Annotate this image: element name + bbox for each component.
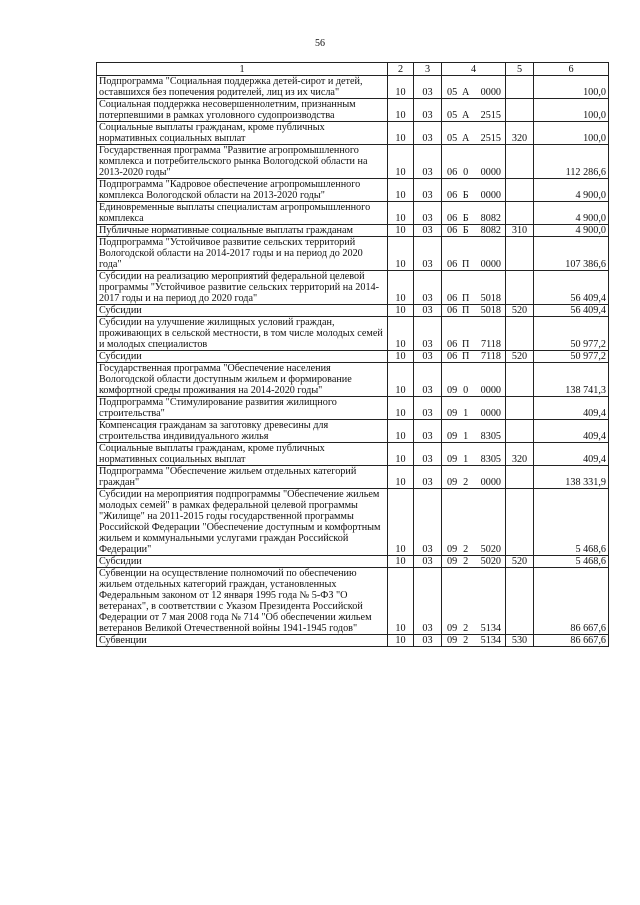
row-expense-type — [506, 202, 534, 225]
row-direction-code: 8305 — [480, 454, 501, 465]
row-subsection: 03 — [414, 363, 442, 397]
row-name: Единовременные выплаты специалистам агропромышленного комплекса — [97, 202, 388, 225]
row-section: 10 — [388, 179, 414, 202]
row-amount: 50 977,2 — [534, 351, 609, 363]
row-section: 10 — [388, 225, 414, 237]
row-subprogram-letter: 2 — [463, 556, 469, 567]
table-row — [97, 225, 609, 237]
row-subsection: 03 — [414, 271, 442, 305]
row-subsection: 03 — [414, 317, 442, 351]
row-direction-code: 2515 — [480, 110, 501, 121]
row-subsection: 03 — [414, 122, 442, 145]
row-expense-type — [506, 76, 534, 99]
row-subsection: 03 — [414, 225, 442, 237]
row-expense-type — [506, 271, 534, 305]
row-expense-type: 320 — [506, 122, 534, 145]
row-target-code — [442, 635, 506, 647]
row-name: Подпрограмма "Устойчивое развитие сельских территорий Вологодской области на 2014-2017 годы и на период до 2020 года" — [97, 237, 388, 271]
row-section: 10 — [388, 635, 414, 647]
row-program-code: 06 — [447, 293, 458, 304]
row-direction-code: 0000 — [480, 385, 501, 396]
row-name: Подпрограмма "Социальная поддержка детей-сирот и детей, оставшихся без попечения родителей, лиц из их числа" — [97, 76, 388, 99]
row-program-code: 05 — [447, 110, 458, 121]
row-expense-type: 320 — [506, 443, 534, 466]
row-amount: 5 468,6 — [534, 489, 609, 556]
row-amount: 56 409,4 — [534, 271, 609, 305]
table-row — [97, 443, 609, 466]
row-subsection: 03 — [414, 202, 442, 225]
row-subprogram-letter: 2 — [463, 544, 469, 555]
row-subprogram-letter: 1 — [463, 408, 469, 419]
row-expense-type: 310 — [506, 225, 534, 237]
row-subprogram-letter: А — [461, 110, 470, 121]
row-section: 10 — [388, 568, 414, 635]
row-subprogram-letter: Б — [462, 190, 469, 201]
table-row — [97, 635, 609, 647]
row-subsection: 03 — [414, 76, 442, 99]
row-target-code — [442, 202, 506, 225]
table-row — [97, 466, 609, 489]
row-target-code — [442, 225, 506, 237]
row-amount: 138 331,9 — [534, 466, 609, 489]
row-direction-code: 2515 — [480, 133, 501, 144]
row-subsection: 03 — [414, 179, 442, 202]
row-direction-code: 8082 — [480, 225, 501, 236]
row-expense-type — [506, 420, 534, 443]
table-row — [97, 489, 609, 556]
row-subprogram-letter: 2 — [463, 477, 469, 488]
row-target-code — [442, 145, 506, 179]
row-target-code — [442, 363, 506, 397]
row-section: 10 — [388, 317, 414, 351]
row-program-code: 06 — [447, 305, 458, 316]
row-expense-type: 520 — [506, 556, 534, 568]
table-body — [97, 76, 609, 647]
row-direction-code: 0000 — [480, 408, 501, 419]
row-target-code — [442, 99, 506, 122]
row-name: Субсидии — [97, 305, 388, 317]
row-name: Социальные выплаты гражданам, кроме публичных нормативных социальных выплат — [97, 443, 388, 466]
row-direction-code: 5020 — [480, 556, 501, 567]
row-amount: 100,0 — [534, 122, 609, 145]
row-subsection: 03 — [414, 489, 442, 556]
table-row — [97, 271, 609, 305]
row-program-code: 09 — [447, 556, 458, 567]
row-expense-type — [506, 397, 534, 420]
table-row — [97, 351, 609, 363]
table-row — [97, 556, 609, 568]
row-name: Государственная программа "Развитие агропромышленного комплекса и потребительского рынка Вологодской области на 2013-2020 годы" — [97, 145, 388, 179]
row-subprogram-letter: Б — [462, 213, 469, 224]
row-amount: 100,0 — [534, 76, 609, 99]
row-program-code: 09 — [447, 454, 458, 465]
row-expense-type — [506, 317, 534, 351]
row-subsection: 03 — [414, 556, 442, 568]
row-target-code — [442, 351, 506, 363]
row-program-code: 06 — [447, 351, 458, 362]
row-program-code: 06 — [447, 339, 458, 350]
row-target-code — [442, 466, 506, 489]
row-name: Субсидии — [97, 556, 388, 568]
row-section: 10 — [388, 556, 414, 568]
row-program-code: 09 — [447, 635, 458, 646]
row-name: Субсидии — [97, 351, 388, 363]
row-target-code — [442, 420, 506, 443]
row-subsection: 03 — [414, 635, 442, 647]
row-subsection: 03 — [414, 568, 442, 635]
row-section: 10 — [388, 420, 414, 443]
row-section: 10 — [388, 489, 414, 556]
row-target-code — [442, 489, 506, 556]
row-direction-code: 0000 — [480, 477, 501, 488]
row-target-code — [442, 271, 506, 305]
row-name: Подпрограмма "Кадровое обеспечение агропромышленного комплекса Вологодской области на 2013-2020 годы" — [97, 179, 388, 202]
row-amount: 138 741,3 — [534, 363, 609, 397]
table-row — [97, 179, 609, 202]
row-program-code: 09 — [447, 408, 458, 419]
row-subprogram-letter: 1 — [463, 431, 469, 442]
header-col-3: 3 — [414, 63, 442, 76]
row-expense-type — [506, 179, 534, 202]
row-amount: 100,0 — [534, 99, 609, 122]
row-section: 10 — [388, 202, 414, 225]
row-direction-code: 5020 — [480, 544, 501, 555]
table-row — [97, 76, 609, 99]
row-amount: 4 900,0 — [534, 202, 609, 225]
row-subprogram-letter: П — [461, 339, 470, 350]
row-amount: 86 667,6 — [534, 635, 609, 647]
row-subsection: 03 — [414, 466, 442, 489]
row-amount: 56 409,4 — [534, 305, 609, 317]
row-target-code — [442, 76, 506, 99]
page-number: 56 — [315, 38, 325, 49]
row-direction-code: 7118 — [481, 339, 501, 350]
table-row — [97, 122, 609, 145]
row-section: 10 — [388, 145, 414, 179]
row-amount: 50 977,2 — [534, 317, 609, 351]
header-col-2: 2 — [388, 63, 414, 76]
row-expense-type: 520 — [506, 351, 534, 363]
table-row — [97, 420, 609, 443]
row-program-code: 06 — [447, 225, 458, 236]
table-row — [97, 237, 609, 271]
row-direction-code: 8082 — [480, 213, 501, 224]
row-expense-type — [506, 568, 534, 635]
row-expense-type — [506, 466, 534, 489]
row-program-code: 06 — [447, 190, 458, 201]
row-amount: 5 468,6 — [534, 556, 609, 568]
row-program-code: 09 — [447, 477, 458, 488]
row-direction-code: 8305 — [480, 431, 501, 442]
row-program-code: 06 — [447, 259, 458, 270]
row-name: Субвенции — [97, 635, 388, 647]
row-subsection: 03 — [414, 443, 442, 466]
row-program-code: 09 — [447, 544, 458, 555]
row-subprogram-letter: А — [461, 87, 470, 98]
row-subsection: 03 — [414, 237, 442, 271]
table-row — [97, 145, 609, 179]
row-subprogram-letter: П — [461, 351, 470, 362]
header-col-4: 4 — [442, 63, 506, 76]
row-section: 10 — [388, 466, 414, 489]
row-amount: 4 900,0 — [534, 225, 609, 237]
row-direction-code: 0000 — [480, 87, 501, 98]
row-target-code — [442, 305, 506, 317]
row-expense-type — [506, 237, 534, 271]
row-amount: 409,4 — [534, 443, 609, 466]
row-subsection: 03 — [414, 305, 442, 317]
table-header — [97, 63, 609, 76]
row-expense-type — [506, 489, 534, 556]
header-col-6: 6 — [534, 63, 609, 76]
row-subprogram-letter: П — [461, 293, 470, 304]
row-subprogram-letter: 2 — [463, 623, 469, 634]
row-amount: 4 900,0 — [534, 179, 609, 202]
budget-table — [96, 62, 609, 647]
header-col-5: 5 — [506, 63, 534, 76]
row-subprogram-letter: Б — [462, 225, 469, 236]
row-direction-code: 5134 — [480, 635, 501, 646]
row-subprogram-letter: П — [461, 305, 470, 316]
row-target-code — [442, 179, 506, 202]
row-target-code — [442, 122, 506, 145]
row-name: Субсидии на улучшение жилищных условий граждан, проживающих в сельской местности, в том числе молодых семей и молодых специалистов — [97, 317, 388, 351]
row-subprogram-letter: 0 — [463, 385, 469, 396]
row-target-code — [442, 556, 506, 568]
header-col-1: 1 — [97, 63, 388, 76]
row-subprogram-letter: 0 — [463, 167, 469, 178]
table-row — [97, 397, 609, 420]
row-direction-code: 0000 — [480, 167, 501, 178]
row-section: 10 — [388, 237, 414, 271]
row-direction-code: 5018 — [480, 293, 501, 304]
row-direction-code: 5018 — [480, 305, 501, 316]
row-program-code: 09 — [447, 385, 458, 396]
row-subsection: 03 — [414, 145, 442, 179]
row-direction-code: 0000 — [480, 259, 501, 270]
row-amount: 107 386,6 — [534, 237, 609, 271]
row-direction-code: 5134 — [480, 623, 501, 634]
row-direction-code: 7118 — [481, 351, 501, 362]
table-row — [97, 568, 609, 635]
row-section: 10 — [388, 99, 414, 122]
row-name: Субсидии на мероприятия подпрограммы "Обеспечение жильем молодых семей" в рамках федеральной целевой программы "Жилище" на 2011-2015 годы государственной программы Российской Федерации "Обеспечение доступным и комфортным жильем и коммунальными услугами граждан Российской Федерации" — [97, 489, 388, 556]
row-name: Публичные нормативные социальные выплаты гражданам — [97, 225, 388, 237]
row-target-code — [442, 568, 506, 635]
row-name: Государственная программа "Обеспечение населения Вологодской области доступным жильем и формирование комфортной среды проживания на 2014-2020 годы" — [97, 363, 388, 397]
row-program-code: 05 — [447, 87, 458, 98]
row-subprogram-letter: 2 — [463, 635, 469, 646]
row-expense-type: 530 — [506, 635, 534, 647]
row-section: 10 — [388, 397, 414, 420]
row-subsection: 03 — [414, 99, 442, 122]
row-section: 10 — [388, 443, 414, 466]
row-target-code — [442, 397, 506, 420]
row-subprogram-letter: П — [461, 259, 470, 270]
table-row — [97, 317, 609, 351]
row-name: Подпрограмма "Стимулирование развития жилищного строительства" — [97, 397, 388, 420]
row-subsection: 03 — [414, 420, 442, 443]
row-program-code: 09 — [447, 431, 458, 442]
row-target-code — [442, 317, 506, 351]
row-program-code: 06 — [447, 213, 458, 224]
table-row — [97, 305, 609, 317]
table-row — [97, 202, 609, 225]
row-expense-type — [506, 145, 534, 179]
row-section: 10 — [388, 122, 414, 145]
row-subprogram-letter: А — [461, 133, 470, 144]
row-section: 10 — [388, 351, 414, 363]
row-program-code: 06 — [447, 167, 458, 178]
row-expense-type — [506, 363, 534, 397]
row-section: 10 — [388, 76, 414, 99]
row-name: Социальные выплаты гражданам, кроме публичных нормативных социальных выплат — [97, 122, 388, 145]
row-section: 10 — [388, 271, 414, 305]
row-name: Социальная поддержка несовершеннолетним, признанным потерпевшими в рамках уголовного судопроизводства — [97, 99, 388, 122]
row-subsection: 03 — [414, 397, 442, 420]
row-target-code — [442, 443, 506, 466]
row-name: Компенсация гражданам за заготовку древесины для строительства индивидуального жилья — [97, 420, 388, 443]
row-amount: 409,4 — [534, 420, 609, 443]
row-section: 10 — [388, 363, 414, 397]
row-section: 10 — [388, 305, 414, 317]
row-expense-type: 520 — [506, 305, 534, 317]
row-amount: 409,4 — [534, 397, 609, 420]
row-target-code — [442, 237, 506, 271]
row-expense-type — [506, 99, 534, 122]
row-program-code: 09 — [447, 623, 458, 634]
row-subsection: 03 — [414, 351, 442, 363]
row-program-code: 05 — [447, 133, 458, 144]
table-row — [97, 99, 609, 122]
row-subprogram-letter: 1 — [463, 454, 469, 465]
table-row — [97, 363, 609, 397]
row-direction-code: 0000 — [480, 190, 501, 201]
row-name: Подпрограмма "Обеспечение жильем отдельных категорий граждан" — [97, 466, 388, 489]
row-amount: 112 286,6 — [534, 145, 609, 179]
row-name: Субсидии на реализацию мероприятий федеральной целевой программы "Устойчивое развитие сельских территорий на 2014-2017 годы и на период до 2020 года" — [97, 271, 388, 305]
row-amount: 86 667,6 — [534, 568, 609, 635]
row-name: Субвенции на осуществление полномочий по обеспечению жильем отдельных категорий граждан, установленных Федеральным законом от 12 января 1995 года № 5-ФЗ "О ветеранах", в соответствии с Указом Президента Российской Федерации от 7 мая 2008 года № 714 "Об обеспечении жильем ветеранов Великой Отечественной войны 1941-1945 годов" — [97, 568, 388, 635]
